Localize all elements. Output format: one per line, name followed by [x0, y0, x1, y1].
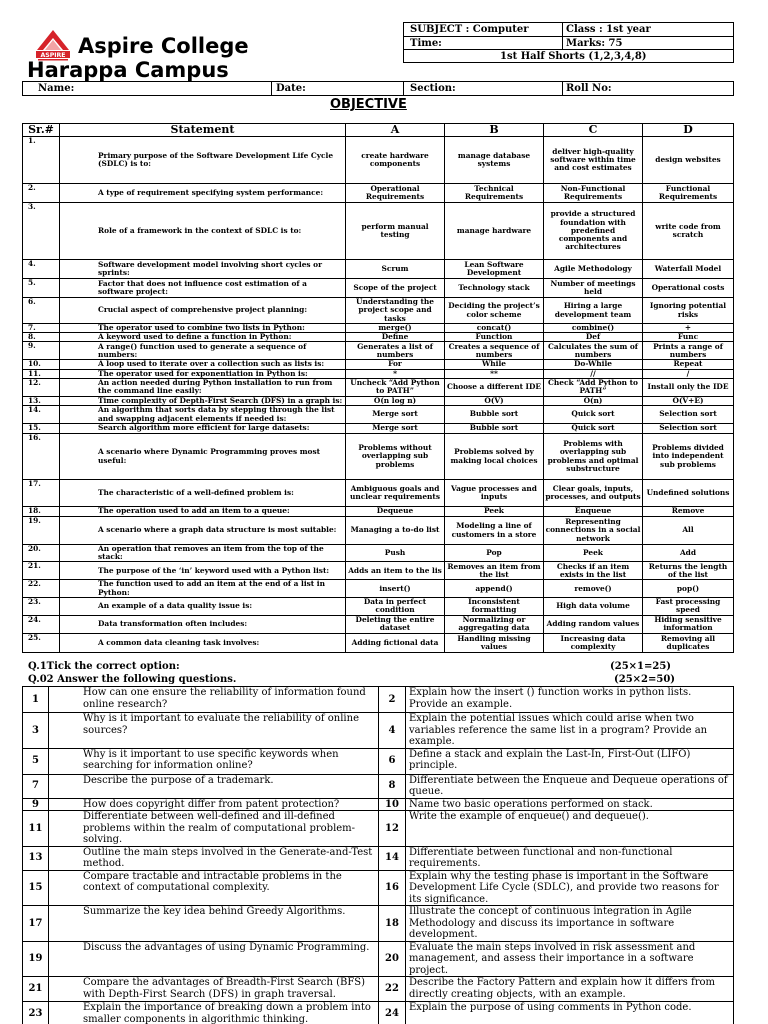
- option-c: Quick sort: [544, 424, 643, 434]
- option-b: **: [445, 369, 544, 378]
- mcq-statement: An action needed during Python installation to run from the command line easily:: [60, 378, 346, 396]
- mcq-table: [22, 123, 734, 653]
- mcq-row: [23, 615, 734, 633]
- roll-field-label: Roll No:: [566, 83, 612, 94]
- question-text: How can one ensure the reliability of information found online research?: [49, 687, 379, 713]
- mcq-statement: A loop used to iterate over a collection such as lists is:: [60, 360, 346, 369]
- option-c: Agile Methodology: [544, 260, 643, 279]
- date-field-label: Date:: [276, 83, 306, 94]
- q1-label: Q.1Tick the correct option:: [28, 661, 180, 672]
- question-text: Explain why the testing phase is important in the Software Development Life Cycle (SDLC), and provide two reasons for its significance.: [406, 870, 734, 906]
- question-number: 15: [23, 870, 49, 906]
- option-d: Remove: [643, 507, 734, 517]
- question-number: 24: [379, 1002, 406, 1024]
- question-row: [23, 870, 734, 906]
- option-b: Handling missing values: [445, 633, 544, 652]
- mcq-number: 18.: [23, 507, 60, 517]
- question-number: 8: [379, 774, 406, 798]
- option-c: provide a structured foundation with predefined components and architectures: [544, 203, 643, 260]
- question-number: 5: [23, 748, 49, 774]
- objective-title: OBJECTIVE: [330, 97, 407, 112]
- student-info-row: [22, 81, 734, 96]
- mcq-statement: A scenario where Dynamic Programming proves most useful:: [60, 434, 346, 480]
- question-number: 17: [23, 906, 49, 942]
- mcq-number: 4.: [23, 260, 60, 279]
- option-d: Returns the length of the list: [643, 562, 734, 580]
- option-b: While: [445, 360, 544, 369]
- option-d: Removing all duplicates: [643, 633, 734, 652]
- option-c: Check “Add Python to PATH”: [544, 378, 643, 396]
- mcq-number: 10.: [23, 360, 60, 369]
- question-text: Write the example of enqueue() and dequeue().: [406, 811, 734, 847]
- question-number: 10: [379, 798, 406, 811]
- mcq-number: 20.: [23, 545, 60, 562]
- mcq-row: [23, 360, 734, 369]
- question-number: 18: [379, 906, 406, 942]
- mcq-number: 22.: [23, 580, 60, 597]
- option-c: Checks if an item exists in the list: [544, 562, 643, 580]
- question-number: 22: [379, 977, 406, 1002]
- question-row: [23, 687, 734, 713]
- question-number: 6: [379, 748, 406, 774]
- option-c: Def: [544, 333, 643, 342]
- mcq-row: [23, 434, 734, 480]
- mcq-header-row: [23, 124, 734, 137]
- mcq-number: 24.: [23, 615, 60, 633]
- option-b: Inconsistent formatting: [445, 597, 544, 615]
- option-d: Waterfall Model: [643, 260, 734, 279]
- divider: [562, 81, 563, 96]
- mcq-row: [23, 406, 734, 424]
- option-a: Generates a list of numbers: [346, 342, 445, 360]
- mcq-statement: A common data cleaning task involves:: [60, 633, 346, 652]
- question-row: [23, 1002, 734, 1024]
- option-c: Do-While: [544, 360, 643, 369]
- question-text: Why is it important to evaluate the reliability of online sources?: [49, 713, 379, 749]
- mcq-number: 21.: [23, 562, 60, 580]
- col-header-statement: Statement: [60, 124, 346, 137]
- option-b: Technical Requirements: [445, 184, 544, 203]
- question-row: [23, 846, 734, 870]
- mcq-row: [23, 369, 734, 378]
- question-row: [23, 798, 734, 811]
- question-text: Describe the purpose of a trademark.: [49, 774, 379, 798]
- option-a: Scope of the project: [346, 279, 445, 298]
- option-a: Operational Requirements: [346, 184, 445, 203]
- option-d: Operational costs: [643, 279, 734, 298]
- option-c: Increasing data complexity: [544, 633, 643, 652]
- option-c: Number of meetings held: [544, 279, 643, 298]
- question-number: 21: [23, 977, 49, 1002]
- option-a: Understanding the project scope and tasks: [346, 298, 445, 324]
- mcq-number: 8.: [23, 333, 60, 342]
- option-a: For: [346, 360, 445, 369]
- question-text: Name two basic operations performed on stack.: [406, 798, 734, 811]
- mcq-number: 19.: [23, 517, 60, 545]
- col-header-d: D: [643, 124, 734, 137]
- question-text: Differentiate between well-defined and ill-defined problems within the realm of computational problem-solving.: [49, 811, 379, 847]
- option-d: All: [643, 517, 734, 545]
- option-a: Uncheck “Add Python to PATH”: [346, 378, 445, 396]
- option-b: Deciding the project’s color scheme: [445, 298, 544, 324]
- question-number: 23: [23, 1002, 49, 1024]
- col-header-b: B: [445, 124, 544, 137]
- question-text: Outline the main steps involved in the Generate-and-Test method.: [49, 846, 379, 870]
- mcq-statement: Factor that does not influence cost estimation of a software project:: [60, 279, 346, 298]
- marks-label: Marks: 75: [566, 38, 623, 49]
- mcq-number: 13.: [23, 396, 60, 405]
- question-number: 14: [379, 846, 406, 870]
- option-b: Vague processes and inputs: [445, 480, 544, 507]
- option-a: Scrum: [346, 260, 445, 279]
- option-d: Add: [643, 545, 734, 562]
- question-row: [23, 941, 734, 977]
- option-b: O(V): [445, 396, 544, 405]
- option-d: Repeat: [643, 360, 734, 369]
- college-name: Aspire College: [78, 34, 249, 58]
- option-a: create hardware components: [346, 137, 445, 184]
- option-b: Removes an item from the list: [445, 562, 544, 580]
- question-number: 2: [379, 687, 406, 713]
- mcq-statement: A scenario where a graph data structure is most suitable:: [60, 517, 346, 545]
- option-a: Problems without overlapping sub problems: [346, 434, 445, 480]
- mcq-number: 6.: [23, 298, 60, 324]
- divider: [403, 81, 404, 96]
- question-number: 20: [379, 941, 406, 977]
- mcq-row: [23, 260, 734, 279]
- option-c: High data volume: [544, 597, 643, 615]
- mcq-statement: Software development model involving short cycles or sprints:: [60, 260, 346, 279]
- option-a: Data in perfect condition: [346, 597, 445, 615]
- mcq-statement: An operation that removes an item from the top of the stack:: [60, 545, 346, 562]
- option-a: Merge sort: [346, 406, 445, 424]
- option-b: Peek: [445, 507, 544, 517]
- question-text: Differentiate between functional and non-functional requirements.: [406, 846, 734, 870]
- mcq-row: [23, 424, 734, 434]
- mcq-statement: Time complexity of Depth-First Search (DFS) in a graph is:: [60, 396, 346, 405]
- option-d: Ignoring potential risks: [643, 298, 734, 324]
- option-d: pop(): [643, 580, 734, 597]
- mcq-statement: Search algorithm more efficient for large datasets:: [60, 424, 346, 434]
- col-header-a: A: [346, 124, 445, 137]
- question-number: 11: [23, 811, 49, 847]
- option-a: Merge sort: [346, 424, 445, 434]
- mcq-statement: Primary purpose of the Software Development Life Cycle (SDLC) is to:: [60, 137, 346, 184]
- divider: [271, 81, 272, 96]
- option-b: Problems solved by making local choices: [445, 434, 544, 480]
- question-row: [23, 811, 734, 847]
- mcq-statement: The operator used to combine two lists in Python:: [60, 324, 346, 333]
- mcq-number: 3.: [23, 203, 60, 260]
- question-number: 9: [23, 798, 49, 811]
- mcq-number: 14.: [23, 406, 60, 424]
- option-b: Choose a different IDE: [445, 378, 544, 396]
- mcq-row: [23, 396, 734, 405]
- half-label: 1st Half Shorts (1,2,3,4,8): [500, 51, 647, 62]
- option-c: remove(): [544, 580, 643, 597]
- campus-name: Harappa Campus: [27, 58, 229, 82]
- q2-label: Q.02 Answer the following questions.: [28, 674, 237, 685]
- option-b: append(): [445, 580, 544, 597]
- mcq-number: 15.: [23, 424, 60, 434]
- mcq-statement: Data transformation often includes:: [60, 615, 346, 633]
- question-text: Evaluate the main steps involved in risk assessment and management, and assess their importance in a software project.: [406, 941, 734, 977]
- mcq-number: 25.: [23, 633, 60, 652]
- short-questions-table: [22, 686, 734, 1024]
- question-text: Define a stack and explain the Last-In, First-Out (LIFO) principle.: [406, 748, 734, 774]
- option-c: Quick sort: [544, 406, 643, 424]
- option-b: Pop: [445, 545, 544, 562]
- question-number: 12: [379, 811, 406, 847]
- question-number: 19: [23, 941, 49, 977]
- mcq-statement: Role of a framework in the context of SDLC is to:: [60, 203, 346, 260]
- option-c: Representing connections in a social network: [544, 517, 643, 545]
- mcq-statement: A type of requirement specifying system performance:: [60, 184, 346, 203]
- mcq-row: [23, 633, 734, 652]
- option-c: Problems with overlapping sub problems and optimal substructure: [544, 434, 643, 480]
- option-a: Define: [346, 333, 445, 342]
- mcq-statement: A range() function used to generate a sequence of numbers:: [60, 342, 346, 360]
- q2-marks: (25×2=50): [614, 674, 676, 685]
- option-d: Functional Requirements: [643, 184, 734, 203]
- option-a: Adds an item to the lis: [346, 562, 445, 580]
- mcq-number: 12.: [23, 378, 60, 396]
- col-header-sr: Sr.#: [23, 124, 60, 137]
- option-c: Calculates the sum of numbers: [544, 342, 643, 360]
- option-c: Enqueue: [544, 507, 643, 517]
- option-c: Hiring a large development team: [544, 298, 643, 324]
- option-a: Adding fictional data: [346, 633, 445, 652]
- option-d: Problems divided into independent sub problems: [643, 434, 734, 480]
- option-b: Creates a sequence of numbers: [445, 342, 544, 360]
- mcq-row: [23, 580, 734, 597]
- option-d: Fast processing speed: [643, 597, 734, 615]
- option-d: Hiding sensitive information: [643, 615, 734, 633]
- question-text: Explain the purpose of using comments in Python code.: [406, 1002, 734, 1024]
- mcq-row: [23, 298, 734, 324]
- question-row: [23, 748, 734, 774]
- mcq-row: [23, 333, 734, 342]
- option-b: Lean Software Development: [445, 260, 544, 279]
- question-text: Compare tractable and intractable problems in the context of computational complexity.: [49, 870, 379, 906]
- option-b: manage database systems: [445, 137, 544, 184]
- mcq-row: [23, 342, 734, 360]
- option-d: Undefined solutions: [643, 480, 734, 507]
- section-field-label: Section:: [410, 83, 456, 94]
- option-d: O(V+E): [643, 396, 734, 405]
- option-b: Bubble sort: [445, 424, 544, 434]
- option-d: write code from scratch: [643, 203, 734, 260]
- option-d: design websites: [643, 137, 734, 184]
- question-number: 7: [23, 774, 49, 798]
- mcq-number: 2.: [23, 184, 60, 203]
- mcq-statement: Crucial aspect of comprehensive project planning:: [60, 298, 346, 324]
- option-c: combine(): [544, 324, 643, 333]
- question-text: Explain the potential issues which could arise when two variables reference the same list in a program? Provide an example.: [406, 713, 734, 749]
- mcq-row: [23, 480, 734, 507]
- option-c: Adding random values: [544, 615, 643, 633]
- option-c: Non-Functional Requirements: [544, 184, 643, 203]
- option-b: Bubble sort: [445, 406, 544, 424]
- mcq-statement: A keyword used to define a function in Python:: [60, 333, 346, 342]
- option-b: concat(): [445, 324, 544, 333]
- option-d: +: [643, 324, 734, 333]
- question-text: Compare the advantages of Breadth-First Search (BFS) with Depth-First Search (DFS) in graph traversal.: [49, 977, 379, 1002]
- class-label: Class : 1st year: [566, 24, 651, 35]
- question-number: 16: [379, 870, 406, 906]
- option-b: Normalizing or aggregating data: [445, 615, 544, 633]
- question-text: Differentiate between the Enqueue and Dequeue operations of queue.: [406, 774, 734, 798]
- option-a: Push: [346, 545, 445, 562]
- question-row: [23, 977, 734, 1002]
- mcq-number: 9.: [23, 342, 60, 360]
- option-b: Technology stack: [445, 279, 544, 298]
- question-number: 3: [23, 713, 49, 749]
- option-a: *: [346, 369, 445, 378]
- mcq-row: [23, 184, 734, 203]
- option-b: manage hardware: [445, 203, 544, 260]
- question-text: How does copyright differ from patent protection?: [49, 798, 379, 811]
- mcq-statement: The purpose of the ‘in’ keyword used with a Python list:: [60, 562, 346, 580]
- option-a: Deleting the entire dataset: [346, 615, 445, 633]
- mcq-statement: The operation used to add an item to a queue:: [60, 507, 346, 517]
- option-c: Peek: [544, 545, 643, 562]
- question-number: 1: [23, 687, 49, 713]
- mcq-row: [23, 378, 734, 396]
- mcq-row: [23, 597, 734, 615]
- question-text: Describe the Factory Pattern and explain how it differs from directly creating objects, with an example.: [406, 977, 734, 1002]
- mcq-row: [23, 517, 734, 545]
- option-d: Func: [643, 333, 734, 342]
- col-header-c: C: [544, 124, 643, 137]
- mcq-row: [23, 324, 734, 333]
- question-text: Why is it important to use specific keywords when searching for information online?: [49, 748, 379, 774]
- mcq-statement: The operator used for exponentiation in Python is:: [60, 369, 346, 378]
- subject-label: SUBJECT : Computer: [410, 24, 529, 35]
- mcq-number: 11.: [23, 369, 60, 378]
- option-d: /: [643, 369, 734, 378]
- mcq-number: 16.: [23, 434, 60, 480]
- mcq-statement: An algorithm that sorts data by stepping through the list and swapping adjacent elements if needed is:: [60, 406, 346, 424]
- option-c: Clear goals, inputs, processes, and outputs: [544, 480, 643, 507]
- q1-marks: (25×1=25): [610, 661, 672, 672]
- question-text: Discuss the advantages of using Dynamic Programming.: [49, 941, 379, 977]
- mcq-row: [23, 545, 734, 562]
- mcq-statement: The function used to add an item at the end of a list in Python:: [60, 580, 346, 597]
- question-row: [23, 774, 734, 798]
- mcq-number: 5.: [23, 279, 60, 298]
- option-a: merge(): [346, 324, 445, 333]
- question-row: [23, 713, 734, 749]
- option-d: Selection sort: [643, 406, 734, 424]
- question-text: Explain how the insert () function works in python lists. Provide an example.: [406, 687, 734, 713]
- mcq-row: [23, 137, 734, 184]
- mcq-statement: The characteristic of a well-defined problem is:: [60, 480, 346, 507]
- option-c: O(n): [544, 396, 643, 405]
- option-a: Ambiguous goals and unclear requirements: [346, 480, 445, 507]
- mcq-statement: An example of a data quality issue is:: [60, 597, 346, 615]
- option-a: Dequeue: [346, 507, 445, 517]
- option-a: Managing a to-do list: [346, 517, 445, 545]
- question-row: [23, 906, 734, 942]
- mcq-row: [23, 562, 734, 580]
- mcq-row: [23, 279, 734, 298]
- option-b: Modeling a line of customers in a store: [445, 517, 544, 545]
- question-number: 13: [23, 846, 49, 870]
- mcq-number: 7.: [23, 324, 60, 333]
- mcq-number: 1.: [23, 137, 60, 184]
- option-c: deliver high-quality software within time and cost estimates: [544, 137, 643, 184]
- option-a: perform manual testing: [346, 203, 445, 260]
- option-d: Prints a range of numbers: [643, 342, 734, 360]
- option-d: Install only the IDE: [643, 378, 734, 396]
- question-text: Illustrate the concept of continuous integration in Agile Methodology and discuss its importance in software development.: [406, 906, 734, 942]
- question-number: 4: [379, 713, 406, 749]
- mcq-row: [23, 203, 734, 260]
- option-b: Function: [445, 333, 544, 342]
- question-text: Summarize the key idea behind Greedy Algorithms.: [49, 906, 379, 942]
- option-c: //: [544, 369, 643, 378]
- time-label: Time:: [410, 38, 442, 49]
- mcq-row: [23, 507, 734, 517]
- question-text: Explain the importance of breaking down a problem into smaller components in algorithmic thinking.: [49, 1002, 379, 1024]
- mcq-number: 23.: [23, 597, 60, 615]
- option-d: Selection sort: [643, 424, 734, 434]
- logo-wordmark: ASPIRE: [40, 52, 66, 59]
- name-field-label: Name:: [38, 83, 75, 94]
- mcq-number: 17.: [23, 480, 60, 507]
- option-a: O(n log n): [346, 396, 445, 405]
- option-a: insert(): [346, 580, 445, 597]
